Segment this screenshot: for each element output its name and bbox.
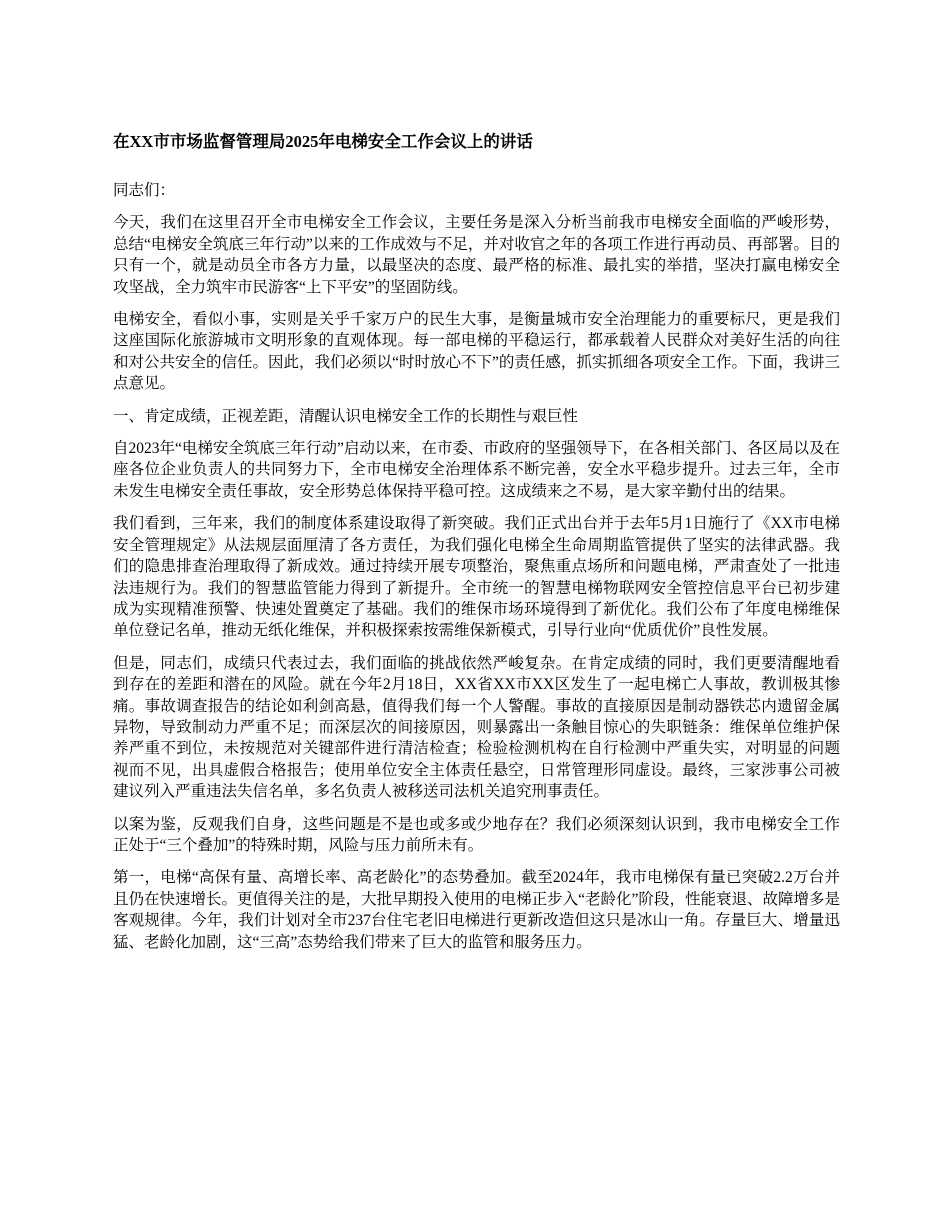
paragraph-achievements-overview: 自2023年“电梯安全筑底三年行动”启动以来，在市委、市政府的坚强领导下，在各相关部门、各区局以及在座各位企业负责人的共同努力下，全市电梯安全治理体系不断完善，安全水平稳步提升。过去三年，全市未发生电梯安全责任事故，安全形势总体保持平稳可控。这成绩来之不易，是大家辛勤付出的结果。	[113, 440, 840, 500]
paragraph-importance: 电梯安全，看似小事，实则是关乎千家万户的民生大事，是衡量城市安全治理能力的重要标尺，更是我们这座国际化旅游城市文明形象的直观体现。每一部电梯的平稳运行，都承载着人民群众对美好生活的向往和对公共安全的信任。因此，我们必须以“时时放心不下”的责任感，抓实抓细各项安全工作。下面，我讲三点意见。	[113, 311, 840, 393]
paragraph-salutation: 同志们：	[113, 182, 176, 199]
paragraph-achievements-detail: 我们看到，三年来，我们的制度体系建设取得了新突破。我们正式出台并于去年5月1日施行了《XX市电梯安全管理规定》从法规层面厘清了各方责任，为我们强化电梯全生命周期监管提供了坚实的法律武器。我们的隐患排查治理取得了新成效。通过持续开展专项整治，聚焦重点场所和问题电梯，严肃查处了一批违法违规行为。我们的智慧监管能力得到了新提升。全市统一的智慧电梯物联网安全管控信息平台已初步建成为实现精准预警、快速处置奠定了基础。我们的维保市场环境得到了新优化。我们公布了年度电梯维保单位登记名单，推动无纸化维保，并积极探索按需维保新模式，引导行业向“优质优价”良性发展。	[113, 515, 840, 640]
paragraph-self-reflection: 以案为鉴，反观我们自身，这些问题是不是也或多或少地存在？我们必须深刻认识到，我市电梯安全工作正处于“三个叠加”的特殊时期，风险与压力前所未有。	[113, 815, 840, 854]
paragraph-opening: 今天，我们在这里召开全市电梯安全工作会议，主要任务是深入分析当前我市电梯安全面临的严峻形势，总结“电梯安全筑底三年行动”以来的工作成效与不足，并对收官之年的各项工作进行再动员、再部署。目的只有一个，就是动员全市各方力量，以最坚决的态度、最严格的标准、最扎实的举措，坚决打赢电梯安全攻坚战，全力筑牢市民游客“上下平安”的坚固防线。	[113, 214, 840, 296]
section-heading-1: 一、肯定成绩，正视差距，清醒认识电梯安全工作的长期性与艰巨性	[113, 407, 579, 425]
paragraph-accident-case: 但是，同志们，成绩只代表过去，我们面临的挑战依然严峻复杂。在肯定成绩的同时，我们更要清醒地看到存在的差距和潜在的风险。就在今年2月18日，XX省XX市XX区发生了一起电梯亡人事故，教训极其惨痛。事故调查报告的结论如利剑高悬，值得我们每一个人警醒。事故的直接原因是制动器铁芯内遗留金属异物，导致制动力严重不足；而深层次的间接原因，则暴露出一条触目惊心的失职链条：维保单位维护保养严重不到位，未按规范对关键部件进行清洁检查；检验检测机构在自行检测中严重失实，对明显的问题视而不见，出具虚假合格报告；使用单位安全主体责任悬空，日常管理形同虚设。最终，三家涉事公司被建议列入严重违法失信名单，多名负责人被移送司法机关追究刑事责任。	[113, 654, 840, 801]
paragraph-first-trend: 第一，电梯“高保有量、高增长率、高老龄化”的态势叠加。截至2024年，我市电梯保有量已突破2.2万台并且仍在快速增长。更值得关注的是，大批早期投入使用的电梯正步入“老龄化”阶段，性能衰退、故障增多是客观规律。今年，我们计划对全市237台住宅老旧电梯进行更新改造但这只是冰山一角。存量巨大、增量迅猛、老龄化加剧，这“三高”态势给我们带来了巨大的监管和服务压力。	[113, 869, 840, 951]
document-title: 在XX市市场监督管理局2025年电梯安全工作会议上的讲话	[113, 132, 533, 151]
